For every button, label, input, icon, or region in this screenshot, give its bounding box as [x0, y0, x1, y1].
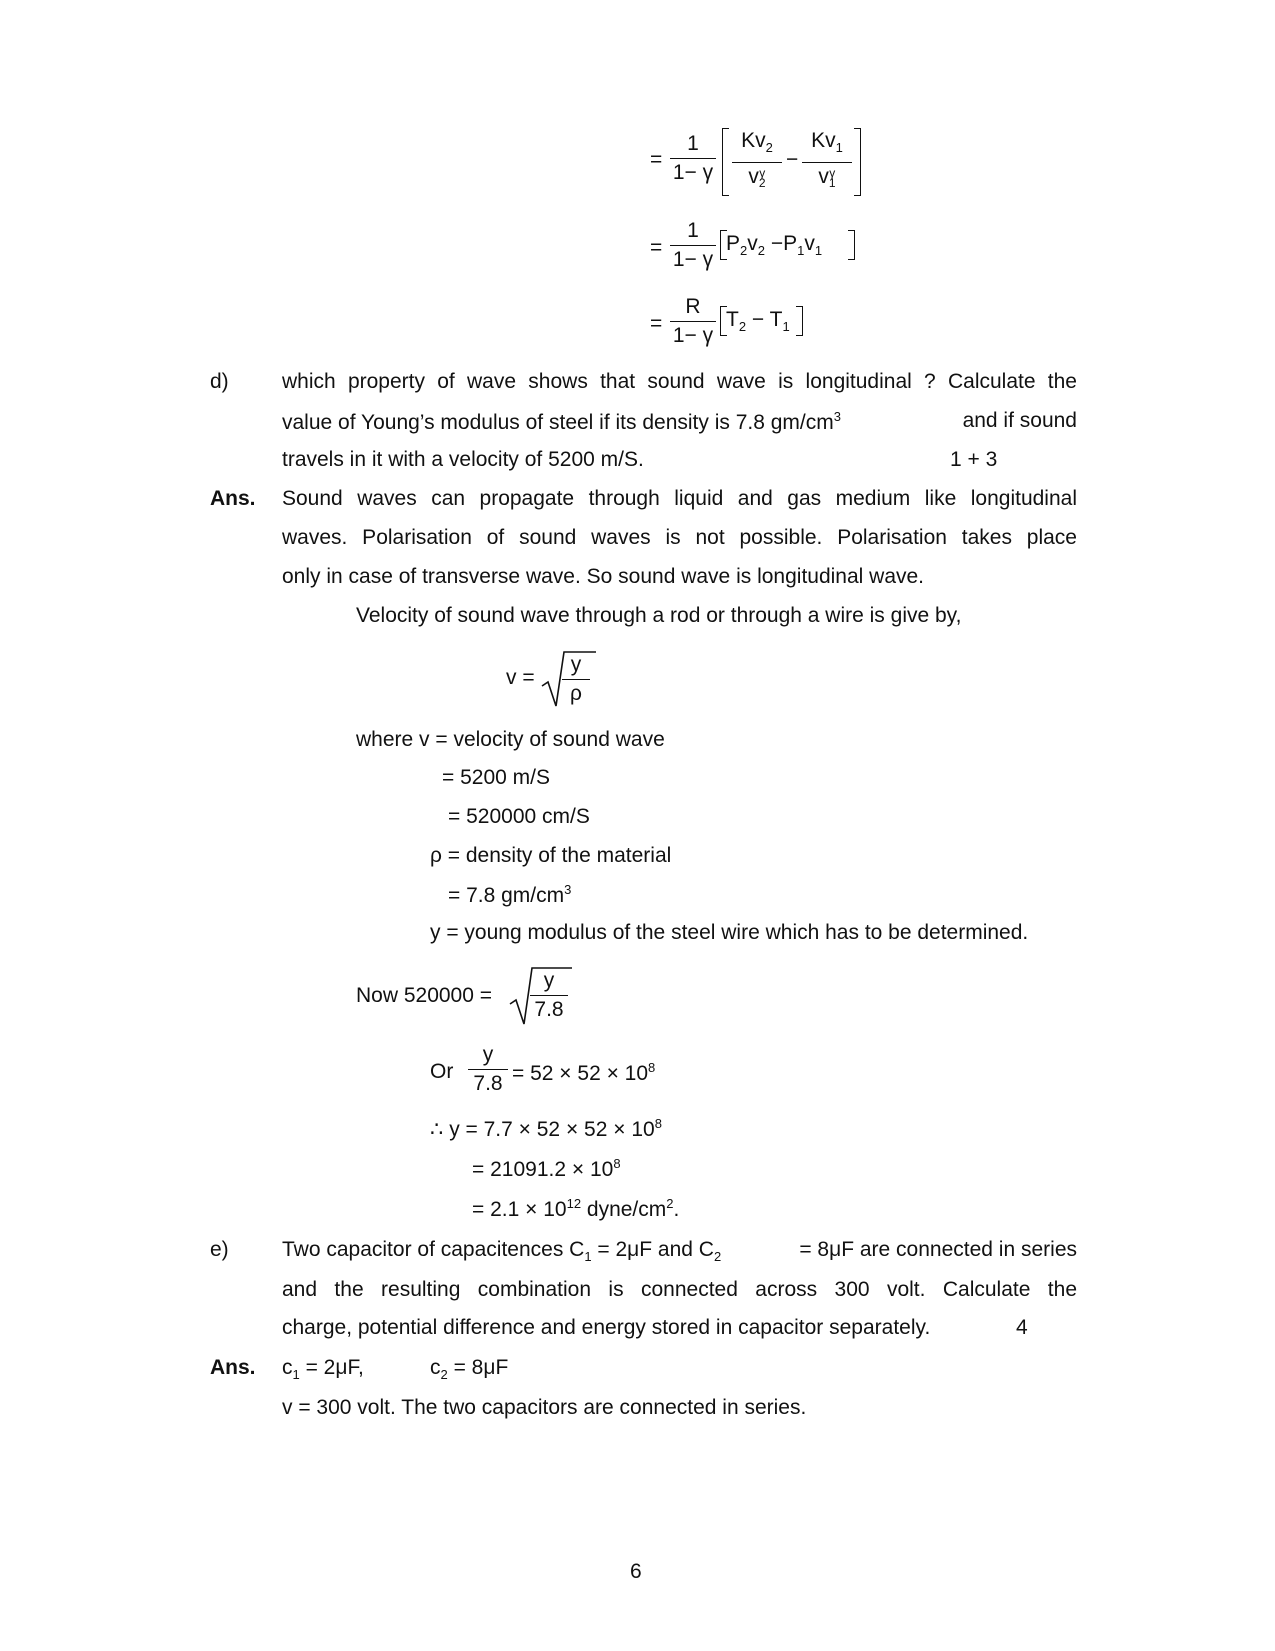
formula-lhs: Now 520000 =	[356, 984, 493, 1007]
answer-e-c2	[430, 1356, 508, 1382]
subscript: 1	[797, 243, 805, 259]
page-number: 6	[630, 1560, 642, 1583]
text: = 2μF and C	[591, 1238, 714, 1261]
equals-sign: =	[650, 148, 663, 171]
equation-3	[650, 296, 850, 356]
question-d-label: d)	[210, 370, 229, 393]
formula-lhs: v =	[506, 666, 535, 689]
text: = 8μF are connected in series	[799, 1238, 1077, 1261]
term-denominator: v	[748, 165, 759, 189]
subscript: 1	[828, 175, 836, 190]
fraction	[468, 1044, 508, 1095]
numerator: y	[570, 653, 582, 676]
text: = 7.8 gm/cm	[448, 884, 565, 907]
text: = 2.1 × 10	[472, 1198, 567, 1221]
fraction	[670, 296, 716, 347]
subscript: 2	[757, 243, 765, 259]
or-label: Or	[430, 1060, 454, 1083]
numerator: y	[482, 1043, 494, 1066]
numerator: R	[685, 295, 701, 318]
velocity-intro: Velocity of sound wave through a rod or through a wire is give by,	[356, 604, 962, 627]
denominator: 1− γ	[672, 161, 714, 184]
superscript: 8	[613, 1156, 621, 1171]
subscript: 2	[738, 319, 747, 335]
fraction	[562, 654, 590, 705]
answer-e-label: Ans.	[210, 1356, 256, 1379]
text: dyne/cm	[581, 1198, 667, 1221]
text: c	[430, 1356, 441, 1379]
fraction-term-2	[802, 130, 852, 188]
question-d-marks: 1 + 3	[950, 448, 998, 471]
subscript: 2	[740, 243, 748, 259]
term-denominator: v	[818, 165, 829, 189]
term: T	[726, 308, 739, 331]
fraction	[670, 220, 716, 271]
denominator: 1− γ	[672, 248, 714, 271]
term: v	[804, 232, 815, 255]
subscript: 1	[584, 1249, 592, 1265]
text: Two capacitor of capacitences C	[282, 1238, 585, 1261]
question-e-line-1	[282, 1238, 1077, 1264]
subscript: 2	[758, 175, 766, 190]
numerator: 1	[687, 132, 699, 155]
term-numerator: Kv	[741, 129, 766, 152]
subscript: 2	[440, 1367, 448, 1383]
equation-2	[650, 220, 870, 280]
velocity-formula	[506, 648, 596, 710]
density-value	[448, 882, 571, 908]
answer-d-line-1: Sound waves can propagate through liquid and gas medium like longitudinal	[282, 487, 1077, 510]
term: P	[783, 232, 798, 255]
superscript: 3	[564, 882, 572, 897]
minus-sign: −	[786, 148, 799, 171]
density-line: ρ = density of the material	[430, 844, 672, 867]
question-d-line-3: travels in it with a velocity of 5200 m/S.	[282, 448, 644, 471]
question-d-line-2	[282, 409, 1077, 435]
minus-sign: −	[764, 232, 784, 255]
denominator: 7.8	[473, 1072, 503, 1095]
answer-e-c1	[282, 1356, 364, 1382]
or-rhs	[512, 1060, 655, 1086]
term: v	[747, 232, 758, 255]
now-equation	[356, 964, 596, 1028]
subscript: 2	[765, 140, 773, 156]
or-equation	[430, 1044, 670, 1104]
text: = 2μF,	[299, 1356, 364, 1379]
question-e-line-3: charge, potential difference and energy stored in capacitor separately.	[282, 1316, 931, 1339]
denominator: ρ	[570, 682, 582, 705]
text: .	[673, 1198, 680, 1221]
velocity-value-2: = 520000 cm/S	[448, 805, 590, 828]
young-modulus-line: y = young modulus of the steel wire which has to be determined.	[430, 921, 1029, 944]
question-d-line-1: which property of wave shows that sound wave is longitudinal ? Calculate the	[282, 370, 1077, 393]
term: P	[726, 232, 741, 255]
text: ∴ y = 7.7 × 52 × 52 × 10	[430, 1118, 655, 1141]
text: = 8μF	[447, 1356, 509, 1379]
answer-e-line-2: v = 300 volt. The two capacitors are connected in series.	[282, 1396, 807, 1419]
minus-sign: − T	[746, 308, 783, 331]
text	[282, 1238, 721, 1264]
answer-d-line-3: only in case of transverse wave. So sound wave is longitudinal wave.	[282, 565, 925, 588]
result-line-2	[472, 1196, 679, 1222]
question-e-line-2: and the resulting combination is connected across 300 volt. Calculate the	[282, 1278, 1077, 1301]
superscript: 8	[648, 1060, 656, 1075]
equals-sign: =	[650, 236, 663, 259]
bracket-expression	[726, 308, 790, 334]
therefore-line	[430, 1116, 662, 1142]
question-e-label: e)	[210, 1238, 229, 1261]
text: = 52 × 52 × 10	[512, 1062, 649, 1085]
equals-sign: =	[650, 312, 663, 335]
subscript: 1	[814, 243, 823, 259]
fraction-term-1	[732, 130, 782, 188]
where-line: where v = velocity of sound wave	[356, 728, 665, 751]
fraction	[670, 133, 716, 184]
text: c	[282, 1356, 293, 1379]
answer-d-line-2: waves. Polarisation of sound waves is not possible. Polarisation takes place	[282, 526, 1077, 549]
subscript: 1	[782, 319, 790, 335]
equation-1	[650, 128, 850, 198]
fraction	[530, 970, 568, 1021]
denominator: 7.8	[534, 998, 564, 1021]
question-d-line-2-text	[282, 409, 841, 435]
superscript: 8	[654, 1116, 662, 1131]
superscript: 3	[833, 409, 841, 424]
subscript: 1	[292, 1367, 300, 1383]
term-numerator: Kv	[811, 129, 836, 152]
velocity-value-1: = 5200 m/S	[442, 766, 550, 789]
denominator: 1− γ	[672, 324, 714, 347]
superscript: γ	[829, 165, 836, 180]
subscript: 2	[713, 1249, 722, 1265]
text: = 21091.2 × 10	[472, 1158, 614, 1181]
result-line-1	[472, 1156, 621, 1182]
bracket-expression	[726, 232, 822, 258]
subscript: 1	[835, 140, 843, 156]
superscript: γ	[759, 165, 766, 180]
answer-d-label: Ans.	[210, 487, 256, 510]
text: value of Young’s modulus of steel if its density is 7.8 gm/cm	[282, 411, 834, 434]
question-e-marks: 4	[1016, 1316, 1028, 1339]
text: and if sound	[962, 409, 1077, 432]
superscript: 2	[666, 1196, 674, 1211]
numerator: 1	[687, 219, 699, 242]
superscript: 12	[566, 1196, 582, 1211]
numerator: y	[543, 969, 555, 992]
